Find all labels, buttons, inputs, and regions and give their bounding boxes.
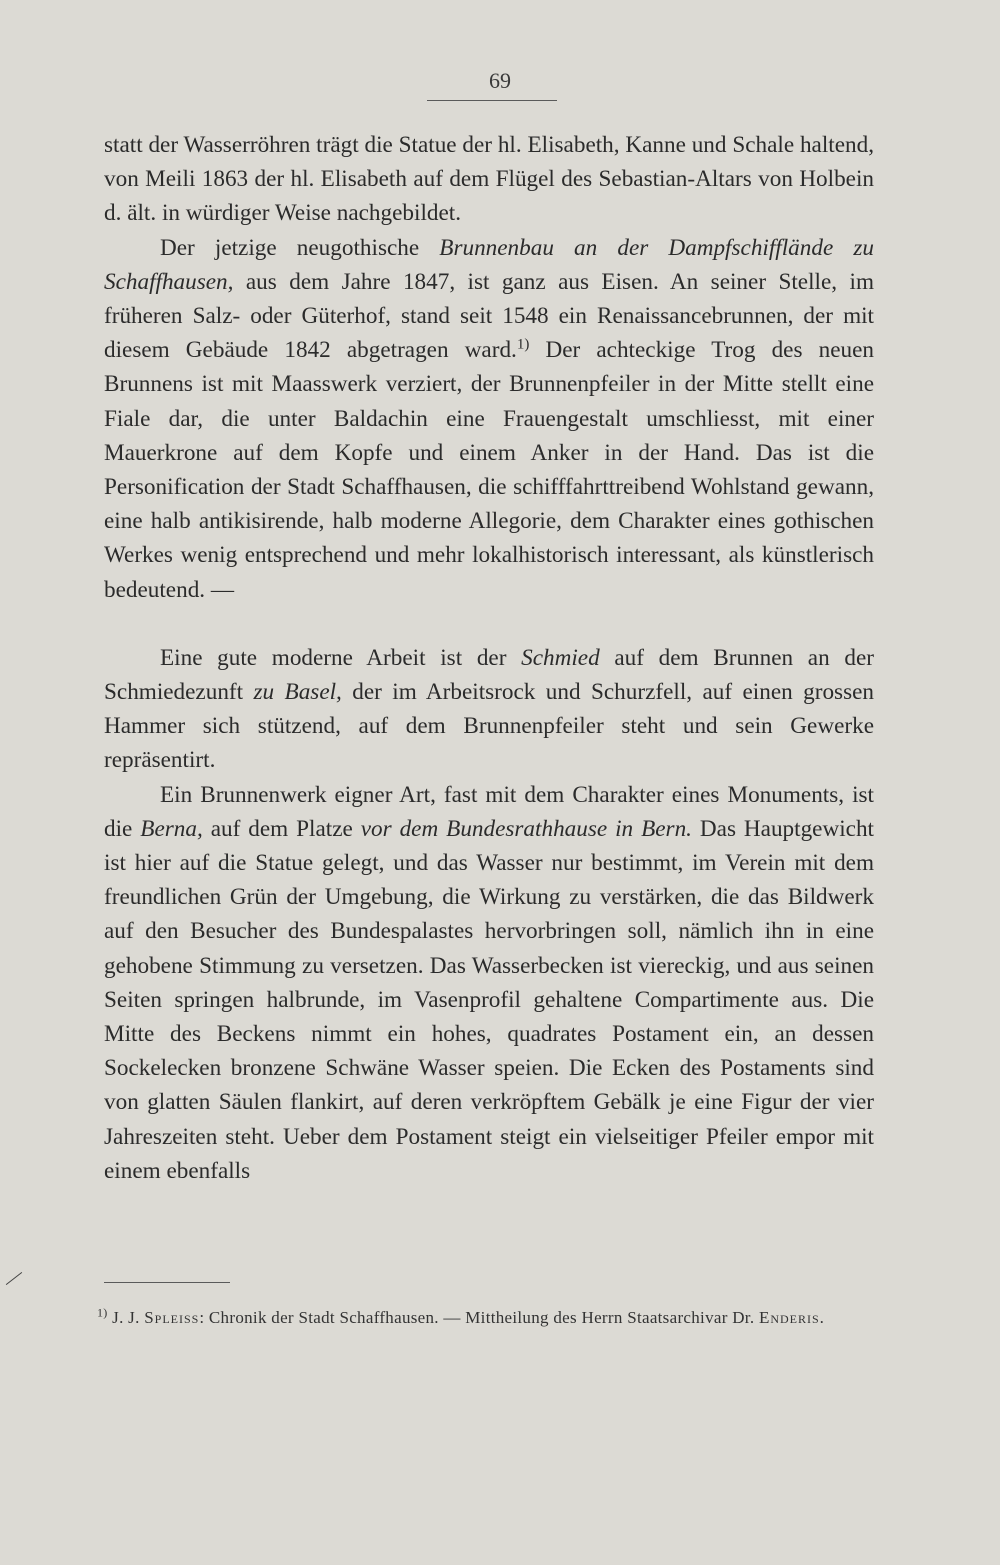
author-name: Spleiss [144,1308,200,1327]
footnote-reference: 1) [516,336,530,353]
text-run: statt der Wasserröhren trägt die Statue der hl. Elisabeth, Kanne und Schale haltend, von Meili 1863 der hl. Elisabeth auf dem Flügel des Sebastian-Altars von Holbein d. ält. in würdiger Weise nachgebildet. [104,132,874,227]
paragraph [104,778,874,1188]
header-rule [427,100,557,101]
body-text [104,128,874,1188]
text-run: auf dem Platze [202,815,361,842]
text-run: Der achteckige Trog des neuen Brunnens ist mit Maasswerk verziert, der Brunnenpfeiler in der Mitte stellt eine Fiale dar, die unter Baldachin eine Frauengestalt umschliesst, mit einer Mauerkrone auf dem Kopfe und einem Anker in der Hand. Das ist die Personification der Stadt Schaffhausen, die schifffahrttreibend Wohlstand gewann, eine halb antikisirende, halb moderne Allegorie, dem Charakter eines gothischen Werkes wenig entsprechend und mehr lokalhistorisch interessant, als künstlerisch bedeutend. — [104,337,874,603]
paragraph [104,128,874,231]
italic-text: Berna, [140,815,203,842]
text-run: Ein Brunnenwerk eigner Art, fast mit dem Charakter eines Monuments, ist die [104,781,874,842]
footnote-mark: 1) [97,1305,108,1320]
text-run: der im Arbeitsrock und Schurzfell, auf einen grossen Hammer sich stützend, auf dem Brunnenpfeiler steht und sein Gewerke repräsentirt. [104,679,874,774]
text-run: Das Hauptgewicht ist hier auf die Statue gelegt, und das Wasser nur bestimmt, im Verein mit dem freundlichen Grün der Umgebung, die Wirkung zu verstärken, die das Bildwerk auf den Besucher des Bundespalastes hervorbringen soll, nämlich ihn in eine gehobene Stimmung zu versetzen. Das Wasserbecken ist viereckig, und aus seinen Seiten springen halbrunde, im Vasenprofil gehaltene Compartimente aus. Die Mitte des Beckens nimmt ein hohes, quadrates Postament ein, an dessen Sockelecken bronzene Schwäne Wasser speien. Die Ecken des Postaments sind von glatten Säulen flankirt, auf deren verkröpftem Gebälk je eine Figur der vier Jahreszeiten steht. Ueber dem Postament steigt ein vielseitiger Pfeiler empor mit einem ebenfalls [104,815,874,1184]
margin-mark [6,1272,22,1285]
text-run: Der jetzige neugothische [160,234,440,261]
footnote-text: J. J. [107,1308,145,1327]
page-number: 69 [489,68,511,93]
italic-text: Brunnenbau an der Dampfschifflände zu Schaffhausen, [104,234,874,295]
italic-text: vor dem Bundesrathhause in Bern. [360,815,692,842]
paragraph [104,641,874,778]
paragraph [104,231,874,607]
italic-text: zu Basel, [253,679,342,706]
footnote-text: : Chronik der Stadt Schaffhausen. — Mittheilung des Herrn Staatsarchivar Dr. [199,1308,759,1327]
text-run: Eine gute moderne Arbeit ist der [160,644,522,671]
text-run: aus dem Jahre 1847, ist ganz aus Eisen. An seiner Stelle, im früheren Salz- oder Güterhof, stand seit 1548 ein Renaissancebrunnen, der mit diesem Gebäude 1842 abgetragen ward. [104,268,874,364]
paragraph-gap [104,607,874,641]
footnote [97,1306,874,1331]
italic-text: Schmied [521,644,600,671]
text-run: auf dem Brunnen an der Schmiedezunft [104,644,874,706]
author-name: Enderis [758,1308,820,1327]
footnote-text: . [819,1308,825,1327]
footnote-rule [104,1282,230,1283]
